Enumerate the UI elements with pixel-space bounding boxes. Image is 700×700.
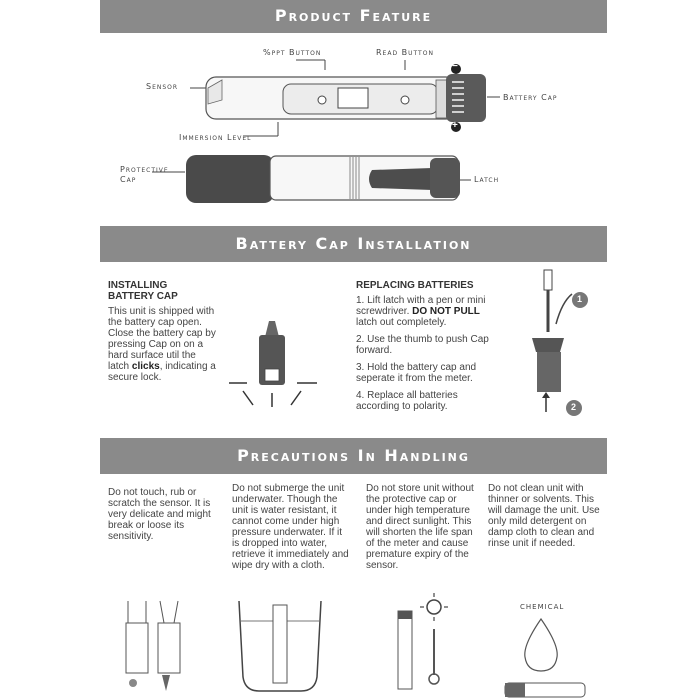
installing-text bbox=[108, 306, 218, 383]
sensor-label: Sensor bbox=[146, 82, 179, 91]
replacing-step-3: 3. Hold the battery cap and seperate it from the meter. bbox=[356, 362, 477, 384]
precautions-banner bbox=[100, 438, 607, 474]
replacing-step-2: 2. Use the thumb to push Cap forward. bbox=[356, 334, 489, 356]
protective-cap-label-line1: Protective bbox=[120, 165, 169, 174]
sensor-touch-illustration bbox=[120, 595, 190, 695]
step1-text-a: 1. Lift latch with a pen or mini screwdriver. bbox=[356, 295, 486, 317]
installing-text-bold: clicks bbox=[131, 361, 160, 372]
chemical-label: CHEMICAL bbox=[520, 603, 565, 611]
precaution-underwater: Do not submerge the unit underwater. Though the unit is water resistant, it cannot come under high pressure underwater. If it is dropped into water, retrieve it immediately and wipe dry with a cloth. bbox=[232, 483, 349, 571]
chemical-drop-illustration bbox=[495, 615, 605, 700]
water-beaker-illustration bbox=[235, 597, 325, 697]
minus-symbol: − bbox=[452, 61, 458, 72]
installing-text-part2: , indicating a secure lock. bbox=[108, 361, 216, 383]
battery-cap-banner bbox=[100, 226, 607, 262]
product-feature-title: Product Feature bbox=[274, 6, 433, 25]
precaution-storage: Do not store unit without the protective cap or under high temperature and direct sunlight. This will shorten the life span of the meter and cause premature expiry of the sensor. bbox=[366, 483, 474, 571]
installing-heading-line2: BATTERY CAP bbox=[108, 291, 178, 302]
installing-text-part1: This unit is shipped with the battery cap open. Close the battery cap by pressing Cap on on a hard surface util the latch bbox=[108, 306, 216, 372]
replace-battery-illustration bbox=[510, 268, 600, 428]
badge-2: 2 bbox=[571, 402, 577, 412]
step1-bold: DO NOT PULL bbox=[412, 306, 480, 317]
replacing-steps bbox=[356, 295, 491, 418]
replacing-heading: REPLACING BATTERIES bbox=[356, 280, 474, 291]
sun-heat-illustration bbox=[390, 593, 470, 693]
replacing-step-1 bbox=[356, 295, 491, 328]
precautions-title: Precautions In Handling bbox=[237, 446, 470, 465]
battery-cap-title: Battery Cap Installation bbox=[235, 234, 472, 253]
ppt-button-label: %ppt Button bbox=[263, 48, 322, 57]
battery-cap-label: Battery Cap bbox=[503, 93, 558, 102]
immersion-level-label: Immersion Level bbox=[179, 133, 252, 142]
plus-symbol: + bbox=[452, 120, 458, 131]
read-button-label: Read Button bbox=[376, 48, 434, 57]
precaution-cleaning: Do not clean unit with thinner or solvents. This will damage the unit. Use only mild detergent on damp cloth to clean and rinse unit if needed. bbox=[488, 483, 600, 549]
cap-click-illustration bbox=[225, 265, 335, 415]
step1-text-b: latch out completely. bbox=[356, 317, 447, 328]
replacing-step-4: 4. Replace all batteries according to polarity. bbox=[356, 390, 458, 412]
latch-label: Latch bbox=[474, 175, 500, 184]
precaution-sensor: Do not touch, rub or scratch the sensor. It is very delicate and might break or loose its sensitivity. bbox=[108, 487, 211, 542]
installing-heading-line1: INSTALLING bbox=[108, 280, 168, 291]
protective-cap-label-line2: Cap bbox=[120, 175, 137, 184]
badge-1: 1 bbox=[577, 294, 583, 304]
meter-front-illustration bbox=[0, 0, 700, 230]
